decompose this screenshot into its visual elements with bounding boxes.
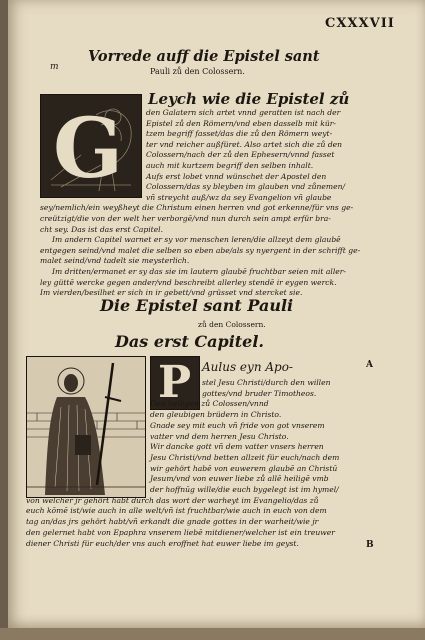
text-line: tag an/das jrs gehört habt/vñ erkandt die gnade gottes in der warheit/wie jr bbox=[26, 517, 319, 527]
text-line: stel Jesu Christi/durch den willen bbox=[202, 378, 331, 387]
text-line: cht sey. Das ist das erst Capitel. bbox=[40, 224, 164, 234]
saint-paul-figure-icon bbox=[27, 357, 145, 497]
text-line: der hoffnūg wille/die euch bygelegt ist im hymel/ bbox=[150, 485, 339, 494]
text-line: den Galatern sich artet vnnd geratten ist nach der bbox=[146, 108, 341, 117]
vorrede-subtitle: Pauli zů den Colossern. bbox=[150, 67, 245, 76]
text-line: euch kōmē ist/wie auch in alle welt/vñ ist fruchtbar/wie auch in euch von dem bbox=[26, 506, 327, 516]
chapter-heading: Das erst Capitel. bbox=[115, 332, 264, 351]
text-line: den gleubigen brüdern in Christo. bbox=[150, 410, 282, 420]
text-line: vatter vnd dem herren Jesu Christo. bbox=[150, 431, 289, 441]
text-line: Gnade sey mit euch vñ fride von got vnserem bbox=[150, 420, 325, 430]
text-line: malet seind/vnd tadelt sie meysterlich. bbox=[40, 256, 190, 266]
text-line: Den heiligen zů Colossen/vnnd bbox=[150, 399, 269, 409]
initial-letter: G bbox=[53, 101, 124, 197]
folio-number: CXXXVII bbox=[325, 16, 395, 31]
vorrede-title: Vorrede auff die Epistel sant bbox=[88, 48, 320, 65]
text-line: tzem begriff fasset/das die zů den Römern weyt- bbox=[146, 129, 333, 139]
text-line: diener Christi für euch/der vns auch eroffnet hat euwer liebe im geyst. bbox=[26, 538, 299, 548]
text-line: Colossern/nach der zů den Ephesern/vnnd fasset bbox=[146, 150, 335, 160]
saint-paul-woodcut bbox=[26, 356, 146, 498]
text-line: ter vnd reicher außfüret. Also artet sich die zů den bbox=[146, 139, 343, 149]
text-line: Im andern Capitel warnet er sy vor menschen leren/die allzeyt dem glaubē bbox=[52, 235, 341, 245]
text-line: Colossern/das sy bleyben im glauben vnd zůnemen/ bbox=[146, 182, 346, 192]
epistel-title: Die Epistel sant Pauli bbox=[100, 296, 294, 315]
page-bottom-edge bbox=[0, 628, 425, 640]
text-line: wir gehört habē von euwerem glaubē an Christū bbox=[150, 463, 338, 473]
margin-mark-a: A bbox=[366, 360, 373, 370]
chapter-first-line: Aulus eyn Apo- bbox=[202, 360, 293, 374]
text-line: Jesu Christi/vnd betten allzeit für euch/nach dem bbox=[150, 452, 340, 462]
vorrede-first-line: Leych wie die Epistel zů bbox=[148, 90, 350, 108]
text-line: Epistel zů den Römern/vnd eben dasselb mit kür- bbox=[146, 118, 336, 128]
text-line: den gelernet habt von Epaphra vnserem liebē mitdiener/welcher ist ein treuwer bbox=[26, 527, 335, 537]
epistel-subtitle: zů den Colossern. bbox=[198, 320, 266, 329]
margin-letter: m bbox=[50, 62, 59, 72]
text-line: Aufs erst lobet vnnd wünschet der Apostel den bbox=[146, 171, 327, 181]
text-line: ley güttē wercke gegen ander/vnd beschreibt allerley stendē ir eygen werck. bbox=[40, 277, 337, 287]
text-line: gottes/vnd bruder Timotheos. bbox=[202, 388, 317, 398]
text-line: sey/nemlich/ein weyßheyt die Christum einen herren vnd got erkenne/für vns ge- bbox=[40, 203, 354, 213]
text-line: Wir dancke gott vñ dem vatter vnsers herren bbox=[150, 442, 324, 452]
text-line: entgegen seind/vnd malet die selben so eben abe/als sy nyergent in der schrifft ge- bbox=[40, 245, 361, 255]
initial-letter-p: P bbox=[158, 357, 192, 408]
text-line: auch mit kurtzem begriff den selben inhalt. bbox=[146, 161, 314, 170]
margin-mark-b: B bbox=[366, 540, 374, 550]
decorated-initial-g bbox=[40, 94, 142, 198]
text-line: von welcher jr gehört habt durch das wort der warheyt im Evangelio/das zů bbox=[26, 495, 319, 505]
text-line: Jesum/vnd von euwer liebe zů allē heiligē vmb bbox=[150, 474, 329, 484]
text-line: creützigt/die von der welt her verborgē/vnd nun durch sein ampt erfür bra- bbox=[40, 214, 331, 223]
text-line: Im vierden/besilhet er sich in ir gebett/vnd grüsset vnd stercket sie. bbox=[40, 288, 303, 298]
text-line: Im dritten/ermanet er sy das sie im lautern glaubē fruchtbar seien mit aller- bbox=[52, 267, 346, 276]
text-line: vñ streycht auß/wz da sey Evangelion vñ glaube bbox=[146, 192, 332, 202]
